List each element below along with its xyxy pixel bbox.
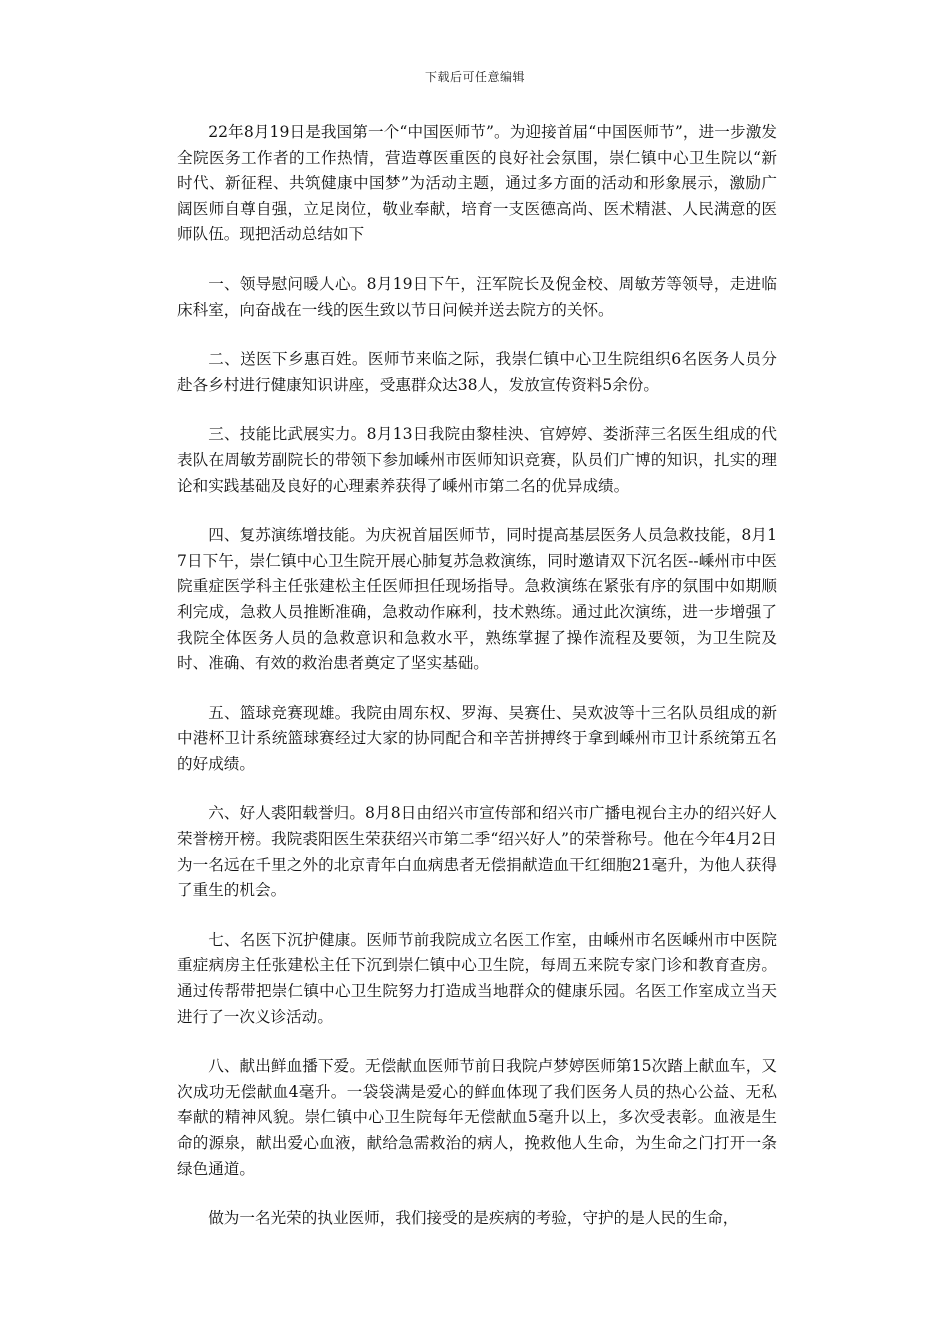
- paragraph-closing: 做为一名光荣的执业医师，我们接受的是疾病的考验，守护的是人民的生命，: [208, 1209, 739, 1228]
- paragraph-cpr-drill: 四、复苏演练增技能。为庆祝首届医师节，同时提高基层医务人员急救技能，8月17日下午，崇仁镇中心卫生院开展心肺复苏急救演练，同时邀请双下沉名医--嵊州市中医院重症医学科主任张建松主任医师担任现场指导。急救演练在紧张有序的氛围中如期顺利完成，急救人员推断准确，急救动作麻利，技术熟练。通过此次演练，进一步增强了我院全体医务人员的急救意识和急救水平，熟练掌握了操作流程及要领，为卫生院及时、准确、有效的救治患者奠定了坚实基础。: [177, 526, 777, 673]
- paragraph-skills-contest: 三、技能比武展实力。8月13日我院由黎桂泱、官婷婷、娄浙萍三名医生组成的代表队在周敏芳副院长的带领下参加嵊州市医师知识竞赛，队员们广博的知识，扎实的理论和实践基础及良好的心理素养获得了嵊州市第二名的优异成绩。: [177, 425, 777, 495]
- paragraph-expert-clinic: 七、名医下沉护健康。医师节前我院成立名医工作室，由嵊州市名医嵊州市中医院重症病房主任张建松主任下沉到崇仁镇中心卫生院，每周五来院专家门诊和教育查房。通过传帮带把崇仁镇中心卫生院努力打造成当地群众的健康乐园。名医工作室成立当天进行了一次义诊活动。: [177, 930, 777, 1026]
- paragraph-blood-donation: 八、献出鲜血播下爱。无偿献血医师节前日我院卢梦婷医师第15次踏上献血车，又次成功无偿献血4毫升。一袋袋满是爱心的鲜血体现了我们医务人员的热心公益、无私奉献的精神风貌。崇仁镇中心卫生院每年无偿献血5毫升以上，多次受表彰。血液是生命的源泉，献出爱心血液，献给急需救治的病人，挽救他人生命，为生命之门打开一条绿色通道。: [177, 1057, 777, 1178]
- paragraph-leader-visit: 一、领导慰问暖人心。8月19日下午，汪军院长及倪金校、周敏芳等领导，走进临床科室，向奋战在一线的医生致以节日问候并送去院方的关怀。: [177, 274, 777, 319]
- paragraph-basketball: 五、篮球竞赛现雄。我院由周东权、罗海、吴赛仕、吴欢波等十三名队员组成的新中港杯卫计系统篮球赛经过大家的协同配合和辛苦拼搏终于拿到嵊州市卫计系统第五名的好成绩。: [177, 703, 777, 773]
- paragraph-good-person: 六、好人裘阳载誉归。8月8日由绍兴市宣传部和绍兴市广播电视台主办的绍兴好人荣誉榜开榜。我院裘阳医生荣获绍兴市第二季“绍兴好人”的荣誉称号。他在今年4月2日为一名远在千里之外的北京青年白血病患者无偿捐献造血干红细胞21毫升，为他人获得了重生的机会。: [177, 804, 777, 900]
- document-body: [177, 120, 777, 1256]
- page-header: 下载后可任意编辑: [424, 70, 525, 84]
- paragraph-intro: 22年8月19日是我国第一个“中国医师节”。为迎接首届“中国医师节”，进一步激发全院医务工作者的工作热情，营造尊医重医的良好社会氛围，崇仁镇中心卫生院以“新时代、新征程、共筑健康中国梦”为活动主题，通过多方面的活动和形象展示，激励广阔医师自尊自强，立足岗位，敬业奉献，培育一支医德高尚、医术精湛、人民满意的医师队伍。现把活动总结如下: [177, 123, 777, 244]
- paragraph-rural-outreach: 二、送医下乡惠百姓。医师节来临之际，我崇仁镇中心卫生院组织6名医务人员分赴各乡村进行健康知识讲座，受惠群众达38人，发放宣传资料5余份。: [177, 350, 777, 394]
